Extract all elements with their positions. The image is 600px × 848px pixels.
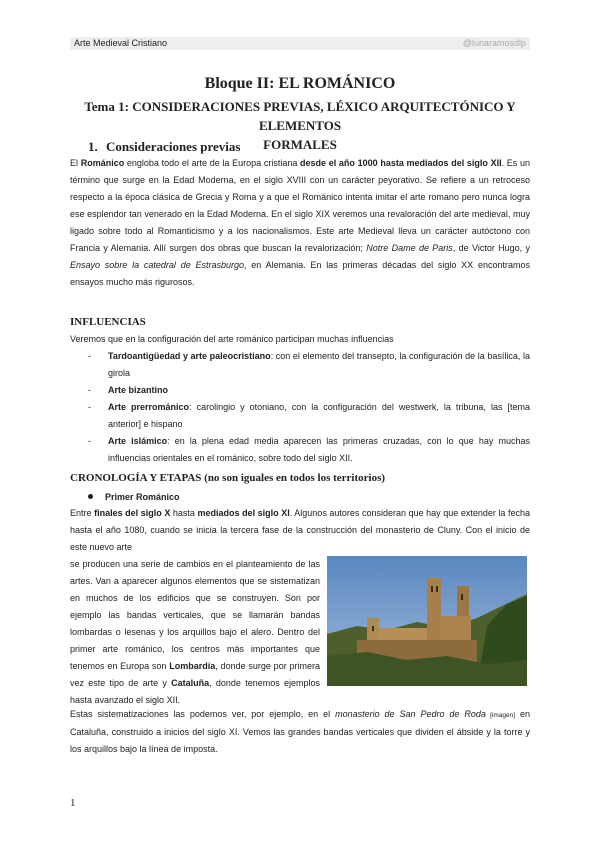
intro-paragraph: El Románico engloba todo el arte de la Europa cristiana desde el año 1000 hasta mediados del siglo XII. Es un término que surge en la Edad Moderna, en el siglo XVIII con un carácter peyorativo. Se refiere a un retroceso respecto a la época clásica de Grecia y Roma y a que el Románico intenta imitar el arte romano pero nunca logra ese esplendor tan venerado en la Edad Moderna. En el siglo XIX veremos una revaloración del arte medieval, muy ligado sobre todo al Romanticismo y a los nacionalismos. Este arte Medieval lleva un carácter autóctono con Francia y Alemania. Allí surgen dos obras que buscan la revalorización; Notre Dame de Paris, de Victor Hugo, y Ensayo sobre la catedral de Estrasburgo, en Alemania. En las primeras décadas del siglo XX encontramos ensayos mucho más rigurosos. (70, 158, 531, 287)
running-header (70, 37, 530, 50)
influencias-list (70, 348, 530, 467)
list-item: - Arte prerrománico: carolingio y otoniano, con la configuración del westwerk, la tribuna, las [tema anterior] e hispano (88, 402, 530, 429)
primer-romanico-bullet: Primer Románico (88, 489, 180, 506)
list-item: - Arte islámico: en la plena edad media aparecen las primeras cruzadas, con lo que hay muchas influencias orientales en el románico, sobre todo del siglo XII. (88, 436, 530, 463)
page-number: 1 (70, 797, 76, 809)
closing-paragraph: Estas sistematizaciones las podemos ver, por ejemplo, en el monasterio de San Pedro de Roda [imagen] en Cataluña, construido a inicios del siglo XI. Vemos las grandes bandas verticales que dividen el ábside y la torre y los arquillos bajo la línea de imposta. (70, 709, 531, 754)
monastery-photo (327, 556, 527, 686)
list-item: - Tardoantigüedad y arte paleocristiano: con el elemento del transepto, la configuración de la basílica, la girola (88, 351, 530, 378)
cronologia-paragraph: Entre finales del siglo X hasta mediados del siglo XI. Algunos autores consideran que hay que extender la fecha hasta el año 1080, cuando se inicia la tercera fase de la construcción del monasterio de Cluny. Con el inicio de este nuevo arte (70, 508, 530, 552)
cronologia-heading: CRONOLOGÍA Y ETAPAS (no son iguales en todos los territorios) (70, 472, 386, 484)
section-title: Consideraciones previas (106, 139, 241, 154)
influencias-intro: Veremos que en la configuración del arte románico participan muchas influencias (70, 334, 394, 344)
page-title: Bloque II: EL ROMÁNICO (204, 75, 396, 92)
section-heading (88, 139, 240, 155)
list-item: - Arte bizantino (88, 385, 168, 395)
header-author-handle: @lunaramosdlp (462, 38, 526, 48)
section-number: 1. (88, 139, 98, 154)
bullet-dot-icon (88, 494, 93, 499)
header-course-title: Arte Medieval Cristiano (74, 38, 168, 48)
influencias-heading: INFLUENCIAS (70, 316, 146, 328)
subtitle-line-2: FORMALES (263, 137, 337, 152)
san-pedro-de-roda-image (327, 556, 527, 686)
wrapped-paragraph: se producen una serie de cambios en el planteamiento de las artes. Van a aparecer algunos elementos que se sistematizan en muchos de los edificios que se construyen. Son por ejemplo las bandas verticales, que se llamarán bandas lombardas o lesenas y los arquillos bajo el alero. Dentro del primer arte románico, los centros más importantes que tenemos en Europa son Lombardía, donde surge por primera vez este tipo de arte y Cataluña, donde tenemos ejemplos hasta avanzado el siglo XII. (70, 559, 320, 705)
subtitle-line-1: Tema 1: CONSIDERACIONES PREVIAS, LÉXICO ARQUITECTÓNICO Y ELEMENTOS (84, 99, 516, 133)
